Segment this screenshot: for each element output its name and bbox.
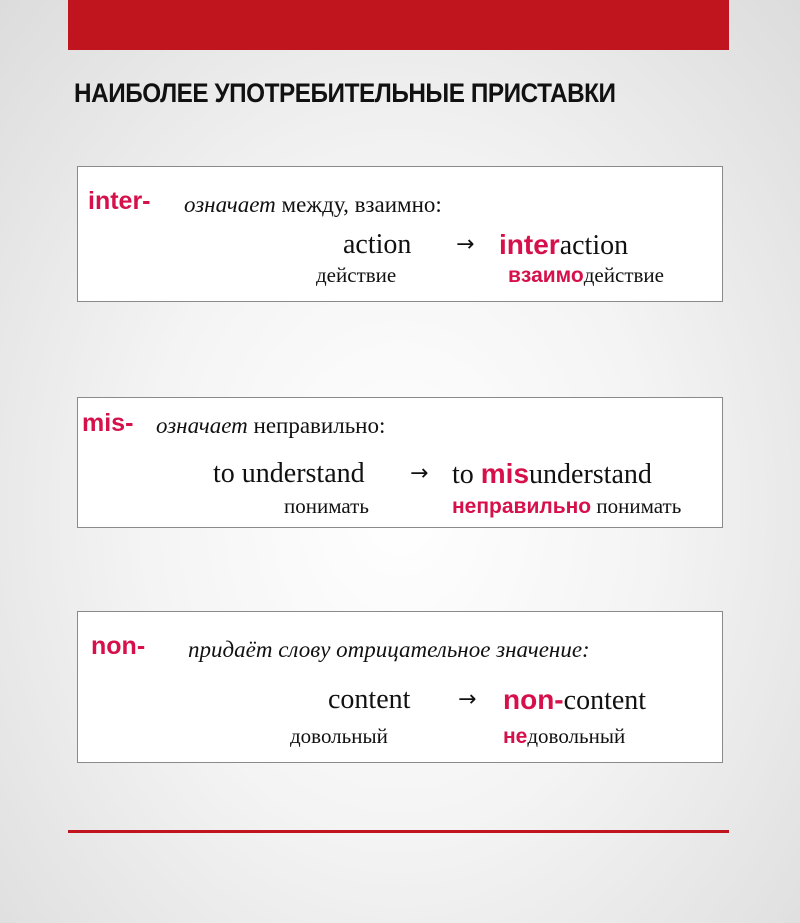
- top-accent-bar: [68, 0, 729, 50]
- prefix-meaning: придаёт слову отрицательное значение:: [188, 637, 590, 662]
- base-word: action: [343, 229, 412, 260]
- base-translation: понимать: [284, 494, 369, 518]
- page-title: НАИБОЛЕЕ УПОТРЕБИТЕЛЬНЫЕ ПРИСТАВКИ: [74, 78, 616, 108]
- bottom-accent-line: [68, 830, 729, 833]
- derived-translation: недовольный: [503, 724, 626, 748]
- derived-word: non-content: [503, 684, 647, 716]
- prefix-label: mis-: [82, 409, 134, 437]
- prefix-label: non-: [91, 632, 146, 660]
- arrow-right-icon: →: [458, 687, 477, 712]
- base-translation: действие: [316, 263, 397, 287]
- prefix-card-non: [77, 611, 723, 763]
- derived-word: to misunderstand: [452, 458, 652, 490]
- arrow-right-icon: →: [410, 461, 429, 486]
- base-word: content: [328, 684, 411, 715]
- base-translation: довольный: [290, 724, 388, 748]
- prefix-label: inter-: [88, 187, 151, 215]
- base-word: to understand: [213, 458, 365, 489]
- prefix-card-inter: [77, 166, 723, 302]
- derived-word: interaction: [499, 229, 629, 261]
- derived-translation: неправильно понимать: [452, 494, 682, 518]
- arrow-right-icon: →: [456, 232, 475, 257]
- prefix-card-mis: [77, 397, 723, 528]
- prefix-meaning: означает неправильно:: [156, 413, 386, 438]
- prefix-meaning: означает между, взаимно:: [184, 192, 442, 217]
- derived-translation: взаимодействие: [508, 263, 664, 287]
